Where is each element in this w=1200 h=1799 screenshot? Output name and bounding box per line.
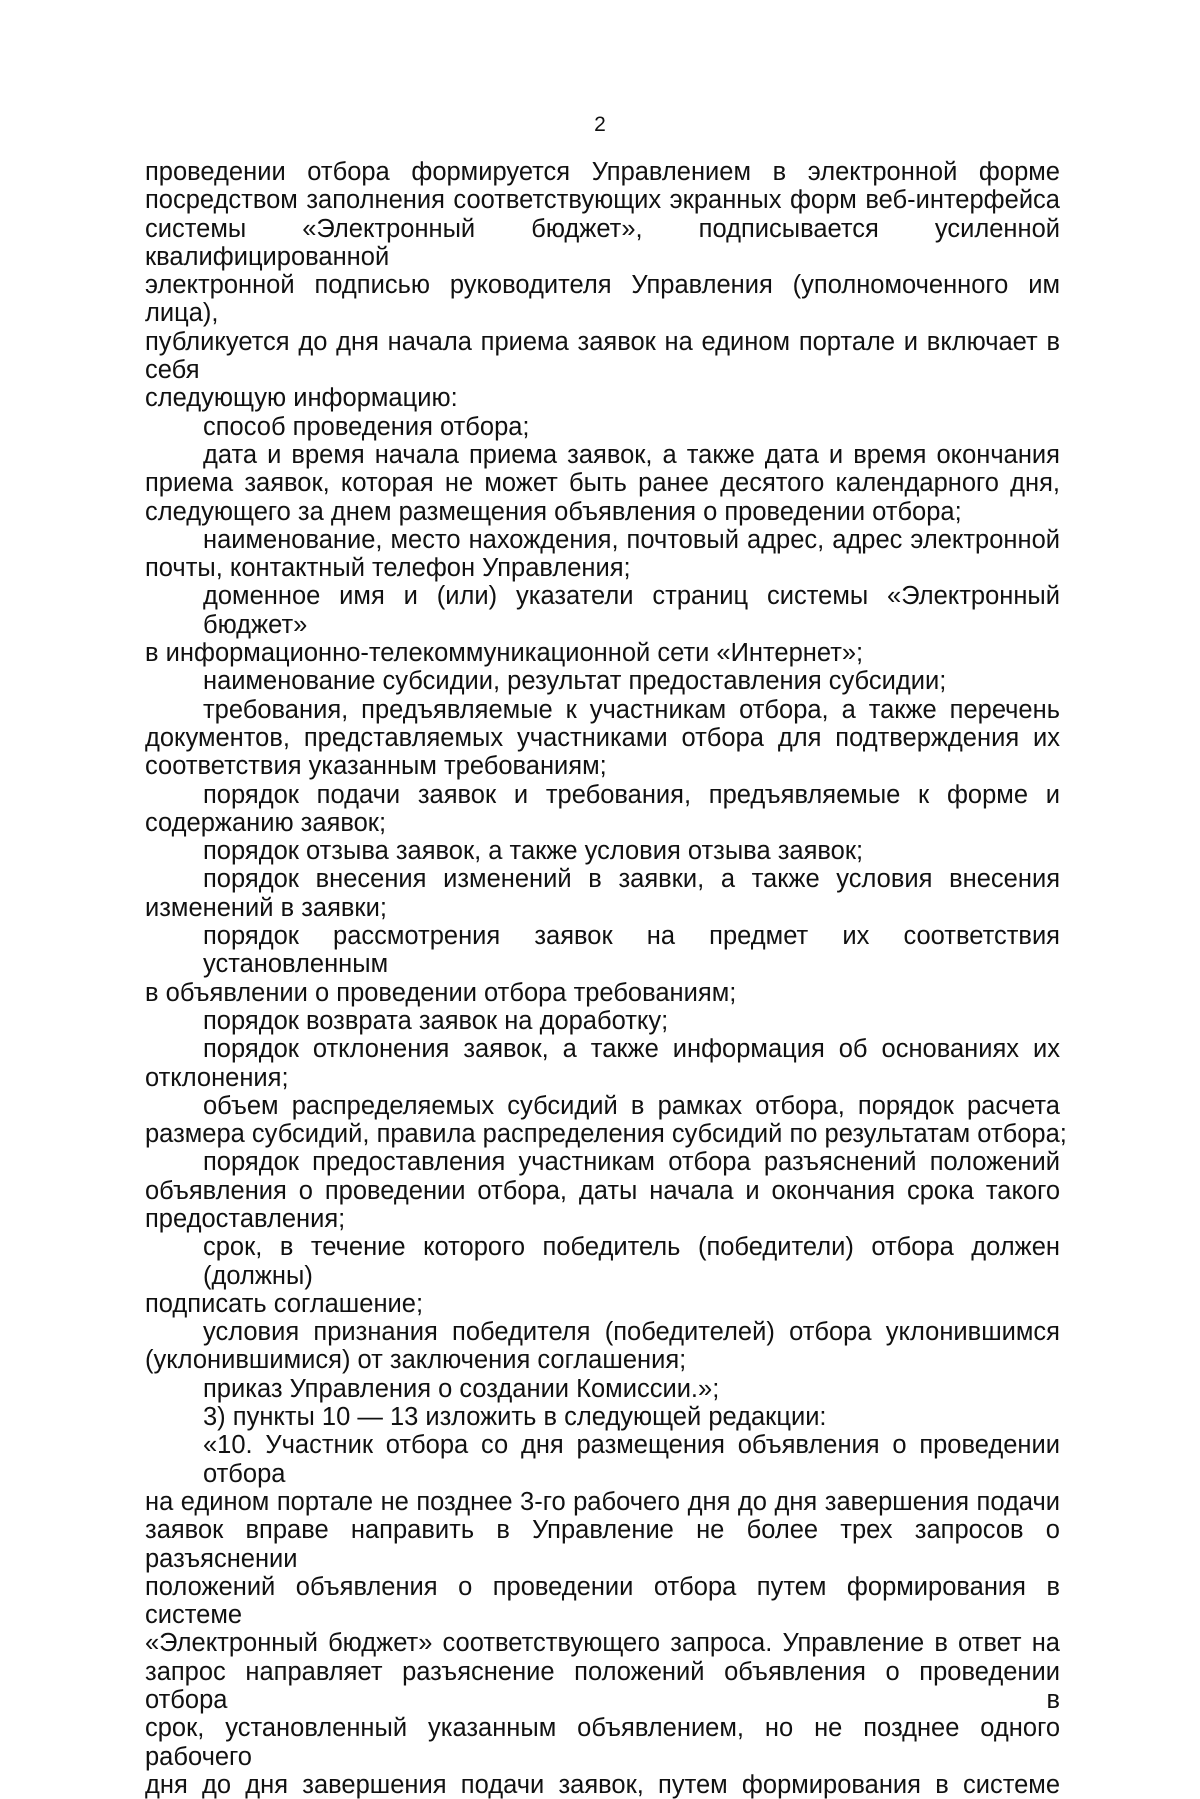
text-line: приема заявок, которая не может быть ранее десятого календарного дня,	[145, 469, 1060, 498]
text-line: приказ Управления о создании Комиссии.»;	[203, 1374, 720, 1403]
text-line: (уклонившимися) от заключения соглашения;	[145, 1346, 687, 1375]
text-line: «Электронный бюджет» соответствующего запроса. Управление в ответ на	[145, 1629, 1060, 1658]
text-line: наименование субсидии, результат предоставления субсидии;	[203, 667, 947, 696]
text-line: порядок предоставления участникам отбора разъяснений положений	[203, 1148, 1060, 1177]
text-line: «10. Участник отбора со дня размещения объявления о проведении отбора	[203, 1431, 1060, 1488]
text-line: порядок отклонения заявок, а также информация об основаниях их	[203, 1035, 1060, 1064]
paragraph	[145, 441, 1060, 526]
paragraph	[145, 781, 1060, 838]
text-line: следующего за днем размещения объявления о проведении отбора;	[145, 497, 962, 526]
text-line: в информационно-телекоммуникационной сети «Интернет»;	[145, 639, 864, 668]
paragraph	[145, 413, 1060, 441]
text-line: порядок возврата заявок на доработку;	[203, 1006, 669, 1035]
text-line: изменений в заявки;	[145, 893, 387, 922]
text-line: наименование, место нахождения, почтовый адрес, адрес электронной	[203, 525, 1060, 554]
paragraph	[145, 1318, 1060, 1375]
text-line: дня до дня завершения подачи заявок, путем формирования в системе	[145, 1770, 1060, 1799]
paragraph	[145, 1403, 1060, 1431]
text-line: посредством заполнения соответствующих экранных форм веб-интерфейса	[145, 186, 1060, 215]
text-line: документов, представляемых участниками отбора для подтверждения их	[145, 723, 1060, 752]
paragraph	[145, 158, 1060, 413]
text-line: требования, предъявляемые к участникам отбора, а также перечень	[203, 695, 1060, 724]
text-line: порядок внесения изменений в заявки, а также условия внесения	[203, 865, 1060, 894]
document-body	[145, 158, 1067, 1799]
text-line: срок, установленный указанным объявлением, но не позднее одного рабочего	[145, 1714, 1060, 1771]
paragraph	[145, 1091, 1067, 1149]
text-line: соответствия указанным требованиям;	[145, 752, 607, 781]
text-line: на едином портале не позднее 3-го рабочего дня до дня завершения подачи	[145, 1487, 1060, 1516]
text-line: содержанию заявок;	[145, 808, 387, 837]
text-line: положений объявления о проведении отбора путем формирования в системе	[145, 1572, 1060, 1630]
text-line: порядок подачи заявок и требования, предъявляемые к форме и	[203, 780, 1060, 809]
paragraph	[145, 696, 1060, 781]
text-line: срок, в течение которого победитель (победители) отбора должен (должны)	[203, 1233, 1060, 1290]
text-line: дата и время начала приема заявок, а также дата и время окончания	[203, 440, 1060, 469]
paragraph	[145, 865, 1060, 922]
paragraph	[145, 1035, 1060, 1092]
paragraph	[145, 582, 1060, 667]
text-line: заявок вправе направить в Управление не более трех запросов о разъяснении	[145, 1516, 1060, 1573]
text-line: проведении отбора формируется Управлением в электронной форме	[145, 158, 1060, 186]
text-line: предоставления;	[145, 1204, 346, 1233]
paragraph	[145, 1233, 1060, 1318]
text-line: следующую информацию:	[145, 384, 458, 413]
text-line: объявления о проведении отбора, даты начала и окончания срока такого	[145, 1176, 1060, 1205]
paragraph	[145, 922, 1060, 1007]
text-line: порядок отзыва заявок, а также условия отзыва заявок;	[203, 837, 864, 866]
text-line: в объявлении о проведении отбора требованиям;	[145, 978, 737, 1007]
text-line: публикуется до дня начала приема заявок на едином портале и включает в себя	[145, 327, 1060, 385]
paragraph	[145, 1375, 1060, 1403]
paragraph	[145, 1148, 1060, 1233]
paragraph	[145, 1431, 1060, 1799]
text-line: системы «Электронный бюджет», подписывается усиленной квалифицированной	[145, 214, 1060, 271]
text-line: условия признания победителя (победителей) отбора уклонившимся	[203, 1318, 1060, 1347]
text-line: объем распределяемых субсидий в рамках отбора, порядок расчета	[203, 1091, 1060, 1120]
text-line: отклонения;	[145, 1063, 289, 1092]
paragraph	[145, 837, 1060, 865]
text-line: размера субсидий, правила распределения субсидий по результатам отбора;	[145, 1120, 1067, 1149]
text-line: запрос направляет разъяснение положений объявления о проведении отбора в	[145, 1657, 1060, 1715]
paragraph	[145, 1007, 1060, 1035]
paragraph	[145, 667, 1060, 695]
text-line: 3) пункты 10 — 13 изложить в следующей редакции:	[203, 1403, 827, 1432]
text-line: подписать соглашение;	[145, 1289, 424, 1318]
text-line: доменное имя и (или) указатели страниц системы «Электронный бюджет»	[203, 582, 1060, 639]
text-line: электронной подписью руководителя Управления (уполномоченного им лица),	[145, 271, 1060, 328]
paragraph	[145, 526, 1060, 583]
text-line: почты, контактный телефон Управления;	[145, 554, 631, 583]
text-line: порядок рассмотрения заявок на предмет их соответствия установленным	[203, 922, 1060, 979]
page-number: 2	[594, 113, 606, 136]
text-line: способ проведения отбора;	[203, 412, 530, 441]
